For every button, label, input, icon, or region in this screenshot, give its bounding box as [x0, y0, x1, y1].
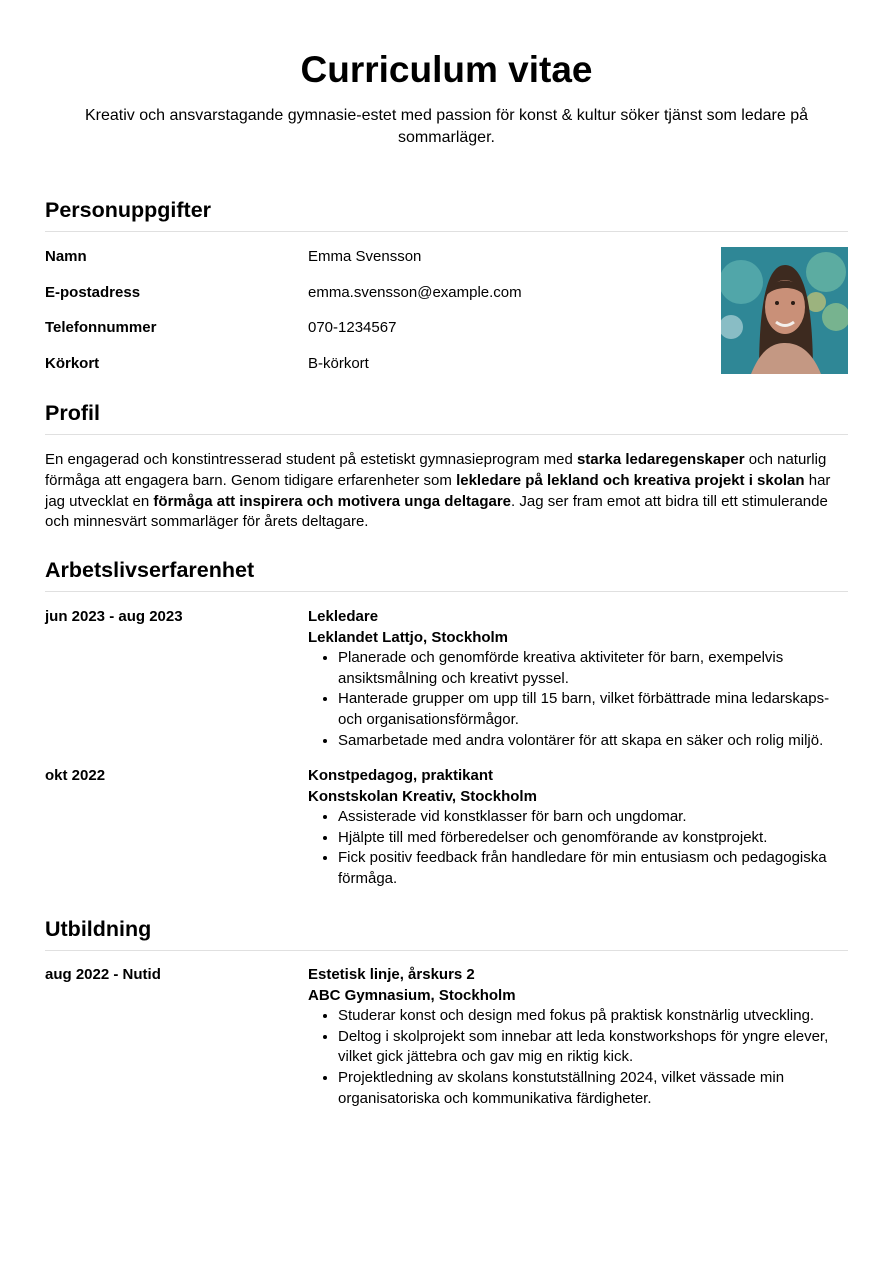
profile-text-strong: starka ledaregenskaper — [576, 451, 745, 468]
education-bullets — [308, 1006, 848, 1109]
bullet-item: • Assisterade vid konstklasser för barn och ungdomar. — [338, 807, 848, 828]
bullet-item: • Deltog i skolprojekt som innebar att leda konstworkshops för yngre elever, vilket gick jättebra och gav mig en riktig kick. — [338, 1027, 848, 1068]
job-bullets — [308, 807, 848, 889]
job-organization: Leklandet Lattjo, Stockholm — [308, 628, 509, 646]
value-phone: 070-1234567 — [308, 319, 397, 336]
bullet-item: • Planerade och genomförde kreativa aktiviteter för barn, exempelvis ansiktsmålning och kreativt pyssel. — [338, 648, 848, 689]
label-phone: Telefonnummer — [45, 319, 157, 336]
experience-entry — [308, 766, 848, 890]
section-heading-personal: Personuppgifter — [45, 197, 848, 232]
education-entry — [308, 965, 848, 1109]
experience-date: okt 2022 — [45, 767, 106, 784]
education-organization: ABC Gymnasium, Stockholm — [308, 986, 516, 1004]
profile-text-part: och naturlig förmåga att engagera barn. Genom tidigare erfarenheter som — [45, 451, 827, 489]
value-name: Emma Svensson — [308, 248, 422, 265]
education-title: Estetisk linje, årskurs 2 — [308, 966, 475, 983]
experience-entry — [308, 607, 848, 751]
job-title: Konstpedagog, praktikant — [308, 767, 494, 784]
label-email: E-postadress — [45, 284, 141, 301]
job-organization: Konstskolan Kreativ, Stockholm — [308, 787, 537, 805]
bullet-item: • Studerar konst och design med fokus på praktisk konstnärlig utveckling. — [338, 1006, 848, 1027]
bullet-item: • Hjälpte till med förberedelser och genomförande av konstprojekt. — [338, 828, 848, 849]
profile-text-strong: förmåga att inspirera och motivera unga deltagare — [153, 492, 512, 510]
profile-text-strong: lekledare på lekland och kreativa projekt i skolan — [456, 471, 805, 489]
education-date: aug 2022 - Nutid — [45, 966, 161, 983]
bullet-item: • Projektledning av skolans konstutställning 2024, vilket vässade min organisatoriska och kommunikativa färdigheter. — [338, 1068, 848, 1109]
bullet-item: • Fick positiv feedback från handledare för min entusiasm och pedagogiska förmåga. — [338, 848, 848, 889]
tagline: Kreativ och ansvarstagande gymnasie-estet med passion för konst & kultur söker tjänst som ledare på sommarläger. — [84, 107, 809, 146]
experience-date: jun 2023 - aug 2023 — [45, 608, 183, 625]
job-bullets — [308, 648, 848, 751]
profile-photo — [721, 247, 848, 374]
label-license: Körkort — [45, 355, 100, 372]
bullet-item: • Hanterade grupper om upp till 15 barn, vilket förbättrade mina ledarskaps- och organisationsförmågor. — [338, 689, 848, 730]
section-heading-profile: Profil — [45, 400, 848, 435]
label-name: Namn — [45, 248, 87, 265]
section-heading-education: Utbildning — [45, 916, 848, 951]
profile-text-part: En engagerad och konstintresserad student på estetiskt gymnasieprogram med — [45, 451, 577, 468]
job-title: Lekledare — [308, 608, 379, 625]
value-email: emma.svensson@example.com — [308, 284, 522, 301]
section-heading-experience: Arbetslivserfarenhet — [45, 557, 848, 592]
profile-paragraph — [45, 450, 848, 533]
value-license: B-körkort — [308, 355, 369, 372]
bullet-item: • Samarbetade med andra volontärer för att skapa en säker och rolig miljö. — [338, 731, 848, 752]
profile-text-part: . Jag ser fram emot att bidra till ett stimulerande och minnesvärt sommarläger för årets deltagare. — [45, 492, 828, 531]
profile-text-part: har jag utvecklat en — [45, 471, 831, 510]
page-title: Curriculum vitae — [300, 49, 593, 90]
